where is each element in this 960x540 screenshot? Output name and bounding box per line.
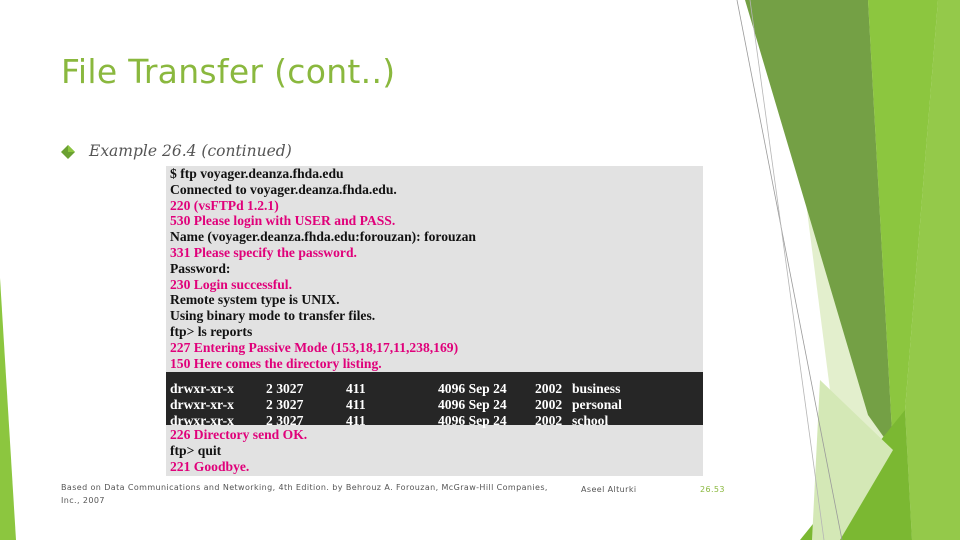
listing-name: school — [572, 412, 609, 428]
session-line: 220 (vsFTPd 1.2.1) — [170, 197, 279, 213]
listing-name: business — [572, 381, 621, 396]
slide-title: File Transfer (cont..) — [61, 52, 396, 91]
listing-permissions: drwxr-xr-x — [170, 412, 234, 428]
listing-year: 2002 — [535, 396, 563, 412]
session-line: 221 Goodbye. — [170, 458, 250, 474]
session-line: $ ftp voyager.deanza.fhda.edu — [170, 166, 344, 181]
session-line: Connected to voyager.deanza.fhda.edu. — [170, 181, 397, 197]
listing-name: personal — [572, 396, 622, 412]
session-line: Using binary mode to transfer files. — [170, 308, 376, 324]
session-line: 530 Please login with USER and PASS. — [170, 213, 396, 229]
session-line: 230 Login successful. — [170, 276, 292, 292]
left-green-sliver — [0, 278, 16, 540]
listing-date: 4096 Sep 24 — [438, 381, 507, 396]
listing-date: 4096 Sep 24 — [438, 396, 507, 412]
listing-size: 411 — [346, 396, 366, 412]
session-line: Remote system type is UNIX. — [170, 292, 340, 308]
session-line: Password: — [170, 260, 231, 276]
session-line: ftp> ls reports — [170, 324, 253, 339]
listing-links: 2 3027 — [266, 412, 304, 428]
session-line: Name (voyager.deanza.fhda.edu:forouzan): forouzan — [170, 229, 476, 245]
footer-caption: Based on Data Communications and Networking, 4th Edition. by Behrouz A. Forouzan, McGraw-Hill Companies, Inc., 2007 — [61, 483, 548, 505]
directory-listing — [166, 372, 703, 428]
listing-links: 2 3027 — [266, 381, 304, 396]
slide-number: 26.53 — [700, 485, 725, 494]
footer-author: Aseel Alturki — [581, 485, 637, 494]
listing-permissions: drwxr-xr-x — [170, 381, 234, 396]
session-line: 331 Please specify the password. — [170, 245, 357, 260]
listing-date: 4096 Sep 24 — [438, 412, 507, 428]
listing-year: 2002 — [535, 412, 563, 428]
right-panel-dark — [745, 0, 893, 450]
session-line: 226 Directory send OK. — [170, 427, 308, 442]
ftp-session-figure — [166, 166, 703, 476]
session-line: 150 Here comes the directory listing. — [170, 355, 382, 371]
bullet-text: Example 26.4 (continued) — [89, 142, 292, 160]
diamond-bullet-icon — [61, 145, 75, 159]
listing-year: 2002 — [535, 381, 563, 396]
session-line: ftp> quit — [170, 442, 222, 458]
listing-size: 411 — [346, 412, 366, 428]
listing-permissions: drwxr-xr-x — [170, 396, 234, 412]
session-line: 227 Entering Passive Mode (153,18,17,11,238,169) — [170, 339, 459, 355]
listing-links: 2 3027 — [266, 396, 304, 412]
listing-size: 411 — [346, 381, 366, 396]
